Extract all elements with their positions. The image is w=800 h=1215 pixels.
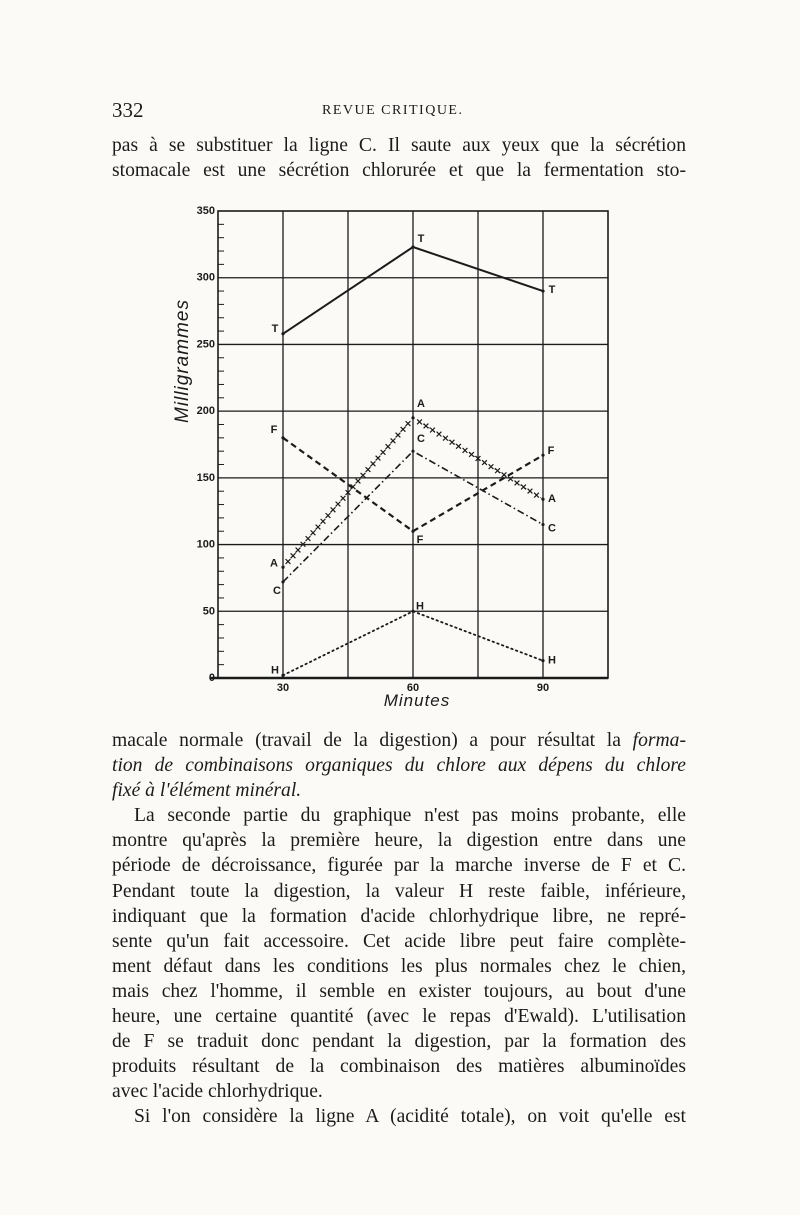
y-axis-title: Milligrammes	[172, 299, 193, 423]
text-line: indiquant que la formation d'acide chlorhydrique libre, ne repré-	[112, 905, 686, 927]
data-point	[541, 659, 544, 662]
series-a-cross	[336, 502, 341, 507]
text-line: tion de combinaisons organiques du chlore aux dépens du chlore	[112, 755, 686, 777]
digestion-chart	[170, 198, 630, 713]
point-label: T	[417, 233, 425, 246]
series-a-cross	[443, 436, 448, 441]
series-a-cross	[361, 473, 366, 478]
series-a-cross	[401, 427, 406, 432]
point-label: A	[270, 557, 278, 570]
series-a-cross	[311, 530, 316, 535]
series-a-cross	[296, 548, 301, 553]
point-label: H	[271, 664, 279, 677]
page-number: 332	[112, 98, 144, 122]
body-text	[112, 728, 686, 1130]
data-point	[281, 674, 284, 677]
data-point	[281, 580, 284, 583]
series-a-cross	[331, 507, 336, 512]
series-a-cross	[417, 419, 422, 424]
page-header	[112, 98, 686, 122]
intro-paragraph	[112, 133, 686, 183]
text-line	[112, 728, 686, 753]
series-a-cross	[489, 464, 494, 469]
text-line: période de décroissance, figurée par la marche inverse de F et C.	[112, 855, 686, 877]
text-line: La seconde partie du graphique n'est pas moins probante, elle	[134, 805, 686, 827]
data-point	[281, 332, 284, 335]
series-a-cross	[371, 461, 376, 466]
text-line: Si l'on considère la ligne A (acidité totale), on voit qu'elle est	[134, 1106, 686, 1128]
series-a-cross	[316, 525, 321, 530]
series-a-cross	[306, 536, 311, 541]
y-tick-label: 100	[196, 538, 215, 551]
text-line: mais chez l'homme, il semble en exister toujours, au bout d'une	[112, 980, 686, 1002]
series-a-cross	[341, 496, 346, 501]
point-label: H	[416, 600, 424, 613]
data-point	[411, 610, 414, 613]
point-label: A	[417, 397, 425, 410]
point-label: T	[271, 322, 279, 335]
series-c	[273, 433, 556, 597]
series-a-cross	[291, 553, 296, 558]
text-line: ment défaut dans les conditions les plus normales chez le chien,	[112, 955, 686, 977]
y-axis-minor-ticks	[218, 224, 224, 664]
series-a-cross	[437, 432, 442, 437]
y-tick-label: 250	[196, 338, 215, 351]
series-a-cross	[356, 479, 361, 484]
data-point	[411, 416, 414, 419]
series-a-cross	[495, 468, 500, 473]
series-a-cross	[326, 513, 331, 518]
point-label: C	[548, 522, 556, 535]
data-point	[281, 436, 284, 439]
series-a-cross	[430, 428, 435, 433]
series-a-cross	[528, 489, 533, 494]
y-tick-label: 200	[196, 405, 215, 418]
point-label: C	[273, 584, 281, 597]
running-head: REVUE CRITIQUE.	[322, 103, 464, 118]
y-tick-label: 0	[208, 672, 215, 684]
y-tick-label: 300	[196, 271, 215, 284]
text-segment: macale normale (travail de la digestion) a pour résultat la	[112, 730, 621, 751]
y-axis-tick-labels	[197, 205, 215, 684]
data-point	[541, 498, 544, 501]
series-a-cross	[534, 493, 539, 498]
text-line: heure, une certaine quantité (avec le repas d'Ewald). L'utilisation	[112, 1006, 686, 1028]
italic-text: forma-	[632, 730, 686, 751]
series-a-cross	[450, 440, 455, 445]
series-a-cross	[376, 456, 381, 461]
data-point	[411, 530, 414, 533]
y-tick-label: 150	[196, 471, 215, 484]
series-a-cross	[396, 433, 401, 438]
series-a-cross	[406, 421, 411, 426]
text-line: de F se traduit donc pendant la digestion, par la formation des	[112, 1031, 686, 1053]
text-line: avec l'acide chlorhydrique.	[112, 1081, 323, 1103]
series-a-cross	[482, 460, 487, 465]
point-label: C	[417, 433, 425, 446]
data-point	[541, 289, 544, 292]
text-line: montre qu'après la première heure, la digestion entre dans une	[112, 830, 686, 852]
x-tick-label: 30	[276, 682, 290, 694]
point-label: T	[548, 284, 556, 297]
series-a-cross	[286, 559, 291, 564]
x-axis-title: Minutes	[383, 691, 451, 710]
text-line: stomacale est une sécrétion chlorurée et que la fermentation sto-	[112, 160, 686, 182]
series-a-cross	[386, 444, 391, 449]
series-a-cross	[456, 444, 461, 449]
x-tick-label: 60	[406, 682, 420, 694]
text-line: sente qu'un fait accessoire. Cet acide libre peut faire complète-	[112, 930, 686, 952]
text-line: Pendant toute la digestion, la valeur H reste faible, inférieure,	[112, 880, 686, 902]
series-a-cross	[391, 438, 396, 443]
data-point	[411, 450, 414, 453]
series-a-cross	[521, 485, 526, 490]
text-line: produits résultant de la combinaison des matières albuminoïdes	[112, 1056, 686, 1078]
y-tick-label: 50	[202, 605, 215, 618]
x-tick-label: 90	[536, 682, 550, 694]
series-a-cross	[508, 476, 513, 481]
point-label: F	[416, 534, 424, 547]
series-a-cross	[469, 452, 474, 457]
data-point	[541, 523, 544, 526]
series-a-cross	[502, 472, 507, 477]
series-a-cross	[463, 448, 468, 453]
series-a-cross	[515, 481, 520, 486]
point-label: A	[548, 493, 556, 506]
text-line: fixé à l'élément minéral.	[112, 780, 302, 802]
data-point	[281, 566, 284, 569]
series-a-cross	[424, 424, 429, 429]
data-point	[411, 245, 414, 248]
text-line: pas à se substituer la ligne C. Il saute aux yeux que la sécrétion	[112, 135, 686, 156]
series-a-cross	[321, 519, 326, 524]
y-tick-label: 350	[196, 205, 215, 217]
series-a-cross	[381, 450, 386, 455]
point-label: H	[548, 654, 556, 667]
data-point	[541, 454, 544, 457]
point-label: F	[547, 445, 555, 458]
series-a-cross	[366, 467, 371, 472]
point-label: F	[270, 423, 278, 436]
